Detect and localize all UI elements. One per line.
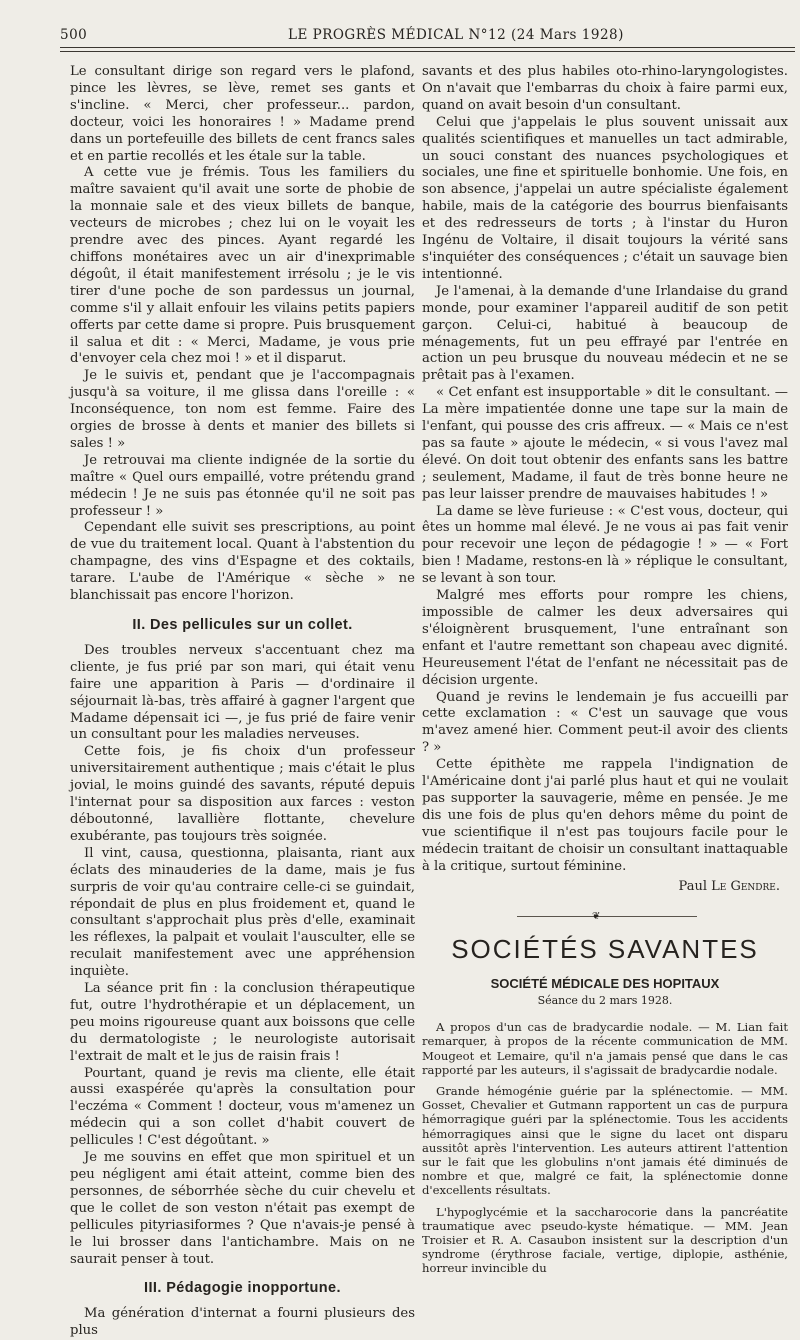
paragraph: Pourtant, quand je revis ma cliente, elle était aussi exaspérée qu'après la consultation pour l'eczéma « Comment ! docteur, vous m'amenez un médecin qui a son collet d'habit couvert de pellicules ! C'est dégoûtant. » bbox=[70, 1065, 415, 1149]
running-title bbox=[288, 27, 624, 43]
author-signature bbox=[422, 879, 780, 896]
paragraph: Malgré mes efforts pour rompre les chiens, impossible de calmer les deux adversaires qui s'éloignèrent brusquement, l'une entraînant son enfant et l'autre remettant son chapeau avec dignité. Heureusement l'état de l'enfant ne nécessitait pas de décision urgente. bbox=[422, 588, 788, 688]
paragraph: Des troubles nerveux s'accentuant chez ma cliente, je fus prié par son mari, qui était venu faire une apparition à Paris — d'ordinaire il séjournait là-bas, très affairé à gagner l'argent que Madame dépensait ici —, je fus prié de faire venir un consultant pour les maladies nerveuses. bbox=[70, 642, 415, 743]
paragraph: Cependant elle suivit ses prescriptions, au point de vue du traitement local. Quant à l'abstention du champagne, des vins d'Espagne et des coktails, tarare. L'aube de l'Amérique « sèche » ne blanchissait pas encore l'horizon. bbox=[70, 520, 415, 604]
author-first-name: Paul bbox=[678, 878, 707, 894]
paragraph: Je l'amenai, à la demande d'une Irlandaise du grand monde, pour examiner l'appareil auditif de son petit garçon. Celui-ci, habitué à beaucoup de ménagements, fut un peu effrayé par l'entrée en action un peu brusque du nouveau médecin et ne se prêtait pas à l'examen. bbox=[422, 283, 788, 384]
session-date: Séance du 2 mars 1928. bbox=[537, 994, 673, 1008]
paragraph: Quand je revins le lendemain je fus accueilli par cette exclamation : « C'est un sauvage que vous m'avez amené hier. Comment peut-il avoir des clients ? » bbox=[422, 689, 788, 756]
page-header bbox=[60, 27, 795, 47]
paragraph: Cette épithète me rappela l'indignation de l'Américaine dont j'ai parlé plus haut et qui ne voulait pas supporter la sauvagerie, même en pensée. Je me dis une fois de plus qu'en dehors même du point de vue scientifique il n'est pas toujours facile pour le médecin traitant de choisir un consultant inattaquable à la critique, surtout féminine. bbox=[422, 757, 788, 874]
section-ornament bbox=[422, 909, 788, 925]
issue-number: N°12 (24 Mars 1928) bbox=[468, 27, 624, 43]
paragraph: Je retrouvai ma cliente indignée de la sortie du maître « Quel ours empaillé, votre prétendu grand médecin ! Je ne suis pas étonnée qu'il ne soit pas professeur ! » bbox=[70, 452, 415, 519]
right-column bbox=[422, 64, 788, 1283]
society-title: SOCIÉTÉ MÉDICALE DES HOPITAUX bbox=[490, 976, 720, 992]
section-title: SOCIÉTÉS SAVANTES bbox=[451, 934, 759, 965]
paragraph: savants et des plus habiles oto-rhino-laryngologistes. On n'avait que l'embarras du choix à faire parmi eux, quand on avait besoin d'un consultant. bbox=[422, 64, 788, 113]
section-heading-2: II. Des pellicules sur un collet. bbox=[132, 617, 353, 633]
paragraph: Cette fois, je fis choix d'un professeur universitairement authentique ; mais c'était le plus jovial, le moins guindé des savants, réputé depuis l'internat pour sa disposition aux farces : veston déboutonné, lavallière flottante, chevelure exubérante, pas toujours très soignée. bbox=[70, 744, 415, 844]
paragraph: Je le suivis et, pendant que je l'accompagnais jusqu'à sa voiture, il me glissa dans l'oreille : « Inconséquence, ton nom est femme. Faire des orgies de brosse à dents et manier des billets si sales ! » bbox=[70, 368, 415, 451]
paragraph: Ma génération d'internat a fourni plusieurs des plus bbox=[70, 1306, 415, 1339]
abstract-item: Grande hémogénie guérie par la splénectomie. — MM. Gosset, Chevalier et Gutmann rapportent un cas de purpura hémorragique guéri par la splénectomie. Tous les accidents hémorragiques ainsi que le signe du lacet ont disparu aussitôt après l'intervention. Les auteurs attirent l'attention sur le fait que les globulins n'ont jamais été diminués de nombre et que, malgré ce fait, la splénectomie donne d'excellents résultats. bbox=[422, 1083, 788, 1198]
paragraph: A cette vue je frémis. Tous les familiers du maître savaient qu'il avait une sorte de phobie de la monnaie sale et des vieux billets de banque, vecteurs de microbes ; chez lui on le voyait les prendre avec des pinces. Ayant regardé les chiffons monétaires avec un air d'inexprimable dégoût, il était manifestement irrésolu ; je le vis tirer d'une poche de son pardessus un journal, comme s'il y allait enfouir les vilains petits papiers offerts par cette dame si propre. Puis brusquement il salua et dit : « Merci, Madame, je vous prie d'envoyer cela chez moi ! » et il disparut. bbox=[70, 165, 415, 367]
abstract-item: L'hypoglycémie et la saccharocorie dans la pancréatite traumatique avec pseudo-kyste hématique. — MM. Jean Troisier et R. A. Casaubon insistent sur la description d'un syndrome (érythrose faciale, vertige, diplopie, asthénie, horreur invincible du bbox=[422, 1204, 788, 1276]
header-rule bbox=[60, 47, 795, 52]
paragraph: « Cet enfant est insupportable » dit le consultant. — La mère impatientée donne une tape sur la main de l'enfant, qui pousse des cris affreux. — « Mais ce n'est pas sa faute » ajoute le médecin, « si vous l'avez mal élevé. On doit tout obtenir des enfants sans les battre ; seulement, Madame, il faut de très bonne heure ne pas leur laisser prendre de mauvaises habitudes ! » bbox=[422, 385, 788, 502]
ornament-glyph-icon: ❦ bbox=[592, 911, 601, 923]
paragraph: La séance prit fin : la conclusion thérapeutique fut, outre l'hydrothérapie et un déplacement, un peu moins rigoureuse quant aux boissons que celle du dermatologiste ; le neurologiste autorisait l'extrait de malt et le jus de raisin frais ! bbox=[70, 981, 415, 1064]
paragraph: Je me souvins en effet que mon spirituel et un peu négligent ami était atteint, comme bien des personnes, de séborrhée sèche du cuir chevelu et que le collet de son veston n'était pas exempt de pellicules pityriasiformes ? Que n'avais-je pensé à le lui brosser dans l'antichambre. Mais on ne saurait penser à tout. bbox=[70, 1150, 415, 1267]
ornament-line bbox=[517, 916, 697, 917]
paragraph: Il vint, causa, questionna, plaisanta, riant aux éclats des minauderies de la dame, mais je fus surpris de voir qu'au contraire celle-ci se guindait, répondait de plus en plus froidement et, quand le consultant s'approchait plus près d'elle, examinait les réflexes, la palpait et voulait l'ausculter, elle se reculait manifestement avec une appréhension inquiète. bbox=[70, 845, 415, 980]
abstract-item: A propos d'un cas de bradycardie nodale. — M. Lian fait remarquer, à propos de la récente communication de MM. Mougeot et Lemaire, qu'il n'a jamais pensé que dans le cas rapporté par les auteurs, il s'agissait de bradycardie nodale. bbox=[422, 1020, 788, 1077]
paragraph: Celui que j'appelais le plus souvent unissait aux qualités scientifiques et manuelles un tact admirable, un souci constant des nuances psychologiques et sociales, une fine et spirituelle bonhomie. Une fois, en son absence, j'appelai un autre spécialiste également habile, mais de la catégorie des bourrus bienfaisants et des redresseurs de torts ; à l'instar du Huron Ingénu de Voltaire, il disait toujours la vérité sans s'inquiéter des conséquences ; c'était un sauvage bien intentionné. bbox=[422, 114, 788, 282]
left-column bbox=[70, 64, 415, 1340]
paragraph: La dame se lève furieuse : « C'est vous, docteur, qui êtes un homme mal élevé. Je ne vous ai pas fait venir pour recevoir une leçon de pédagogie ! » — « Fort bien ! Madame, restons-en là » réplique le consultant, se levant à son tour. bbox=[422, 503, 788, 587]
author-last-name: Le Gendre. bbox=[711, 878, 780, 894]
page-number: 500 bbox=[60, 27, 88, 43]
paragraph: Le consultant dirige son regard vers le plafond, pince les lèvres, se lève, remet ses gants et s'incline. « Merci, cher professeur... pardon, docteur, voici les honoraires ! » Madame prend dans un portefeuille des billets de cent francs sales et en partie recollés et les étale sur la table. bbox=[70, 64, 415, 164]
section-heading-3: III. Pédagogie inopportune. bbox=[144, 1280, 341, 1297]
journal-title: LE PROGRÈS MÉDICAL bbox=[288, 27, 464, 43]
